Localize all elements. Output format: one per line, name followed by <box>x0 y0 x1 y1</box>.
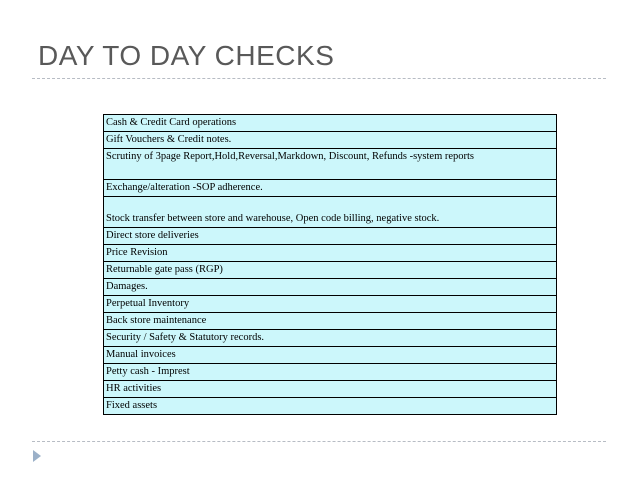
footer-divider <box>32 441 606 442</box>
table-cell: Security / Safety & Statutory records. <box>104 330 557 347</box>
table-row <box>104 330 557 347</box>
table-cell: Perpetual Inventory <box>104 296 557 313</box>
title-divider <box>32 78 606 79</box>
table-row <box>104 313 557 330</box>
table-cell: Damages. <box>104 279 557 296</box>
table-cell: Scrutiny of 3page Report,Hold,Reversal,Markdown, Discount, Refunds -system reports <box>104 149 557 180</box>
table-row <box>104 132 557 149</box>
triangle-bullet-icon <box>33 450 41 462</box>
table-row <box>104 262 557 279</box>
checks-table <box>103 114 557 415</box>
table-cell: Petty cash - Imprest <box>104 364 557 381</box>
table-row <box>104 381 557 398</box>
table-row <box>104 228 557 245</box>
table-cell: Manual invoices <box>104 347 557 364</box>
table-cell: Stock transfer between store and warehouse, Open code billing, negative stock. <box>104 197 557 228</box>
table-cell: Gift Vouchers & Credit notes. <box>104 132 557 149</box>
table-row <box>104 398 557 415</box>
table-cell: Cash & Credit Card operations <box>104 115 557 132</box>
table-row <box>104 115 557 132</box>
table-cell: Fixed assets <box>104 398 557 415</box>
table-row <box>104 364 557 381</box>
table-row <box>104 197 557 228</box>
table-row <box>104 245 557 262</box>
table-cell: Back store maintenance <box>104 313 557 330</box>
table-row <box>104 279 557 296</box>
page-title: DAY TO DAY CHECKS <box>38 40 335 71</box>
table-cell: Price Revision <box>104 245 557 262</box>
table-cell: Exchange/alteration -SOP adherence. <box>104 180 557 197</box>
table-row <box>104 149 557 180</box>
table-cell: HR activities <box>104 381 557 398</box>
table-cell: Direct store deliveries <box>104 228 557 245</box>
table-row <box>104 296 557 313</box>
table-row <box>104 180 557 197</box>
table-row <box>104 347 557 364</box>
table-cell: Returnable gate pass (RGP) <box>104 262 557 279</box>
